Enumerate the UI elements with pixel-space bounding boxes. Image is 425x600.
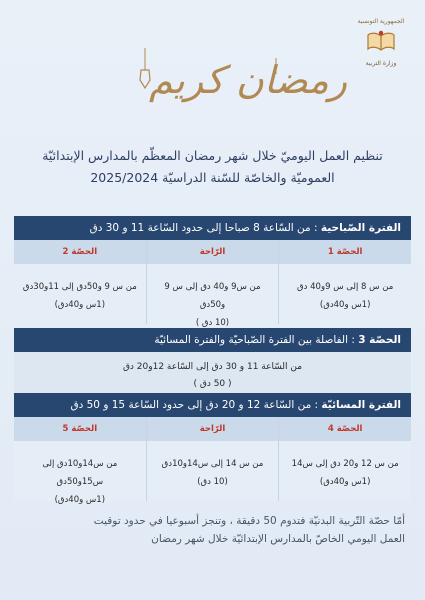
morning-header	[14, 216, 411, 240]
session-3-duration: ( 50 دق )	[193, 379, 232, 389]
morning-title: الفترة الصّباحية	[320, 222, 401, 234]
book-emblem-icon	[366, 30, 396, 52]
session-5-header: الحصّة 5	[14, 417, 146, 441]
break-2-header: الرّاحة	[147, 417, 279, 441]
break-1-cell: من س9 و40 دق إلى س 9 و50دق (10 دق )	[147, 264, 279, 324]
evening-header	[14, 393, 411, 417]
break-2-column	[146, 417, 279, 501]
session-3-subtitle: : الفاصلة بين الفترة الصّباحيّة والفترة المسائيّة	[154, 334, 355, 346]
note-line-2: العمل اليومي الخاصّ بالمدارس الإبتدائيّة خلال شهر رمضان	[151, 533, 405, 545]
note-line-1: أمّا حصّة التّربية البدنيّة فتدوم 50 دقيقة ، وتنجز أسبوعيا في حدود توقيت	[93, 515, 405, 527]
physical-education-note	[30, 512, 405, 548]
session-1-cell: من س 8 إلى س 9و40 دق (1س و40دق)	[279, 264, 411, 324]
break-2-cell: من س 14 إلى س14و10دق (10 دق)	[147, 441, 279, 501]
evening-grid	[14, 417, 411, 505]
morning-subtitle: : من السّاعة 8 صباحا إلى حدود السّاعة 11 و 30 دق	[89, 222, 318, 234]
session-1-header: الحصّة 1	[279, 240, 411, 264]
republic-label: الجمهورية التونسية	[357, 18, 405, 25]
title-line-2: العموميّة والخاصّة للسّنة الدراسيّة 2025/2024	[90, 170, 335, 185]
session-4-header: الحصّة 4	[279, 417, 411, 441]
break-1-column	[146, 240, 279, 328]
break-1-header: الرّاحة	[147, 240, 279, 264]
session-4-cell: من س 12 و20 دق إلى س14 (1س و40دق)	[279, 441, 411, 501]
session-4-column	[278, 417, 411, 501]
session-5-column	[14, 417, 146, 505]
session-3-header	[14, 328, 411, 352]
session-5-cell: من س14و10دق إلى س15و50دق (1س و40دق)	[14, 441, 146, 501]
evening-title: الفترة المسائيّة	[321, 399, 401, 411]
session-3-time: من السّاعة 11 و 30 دق إلى السّاعة 12و20 دق	[122, 362, 303, 372]
ministry-label: وزارة التربية	[365, 60, 397, 67]
ramadan-kareem-calligraphy: رمضان كريم	[149, 58, 348, 102]
ministry-logo	[351, 18, 411, 67]
evening-subtitle: : من السّاعة 12 و 20 دق إلى حدود السّاعة 15 و 50 دق	[70, 399, 319, 411]
session-3-title: الحصّة 3	[358, 334, 401, 346]
session-1-column	[278, 240, 411, 324]
session-2-cell: من س 9 و50دق إلى 11و30دق (1س و40دق)	[14, 264, 146, 324]
morning-grid	[14, 240, 411, 328]
page-title	[20, 145, 405, 189]
title-line-1: تنظيم العمل اليوميّ خلال شهر رمضان المعظّم بالمدارس الإبتدائيّة	[42, 148, 383, 163]
session-2-column	[14, 240, 146, 324]
session-3-cell	[14, 352, 411, 395]
session-2-header: الحصّة 2	[14, 240, 146, 264]
